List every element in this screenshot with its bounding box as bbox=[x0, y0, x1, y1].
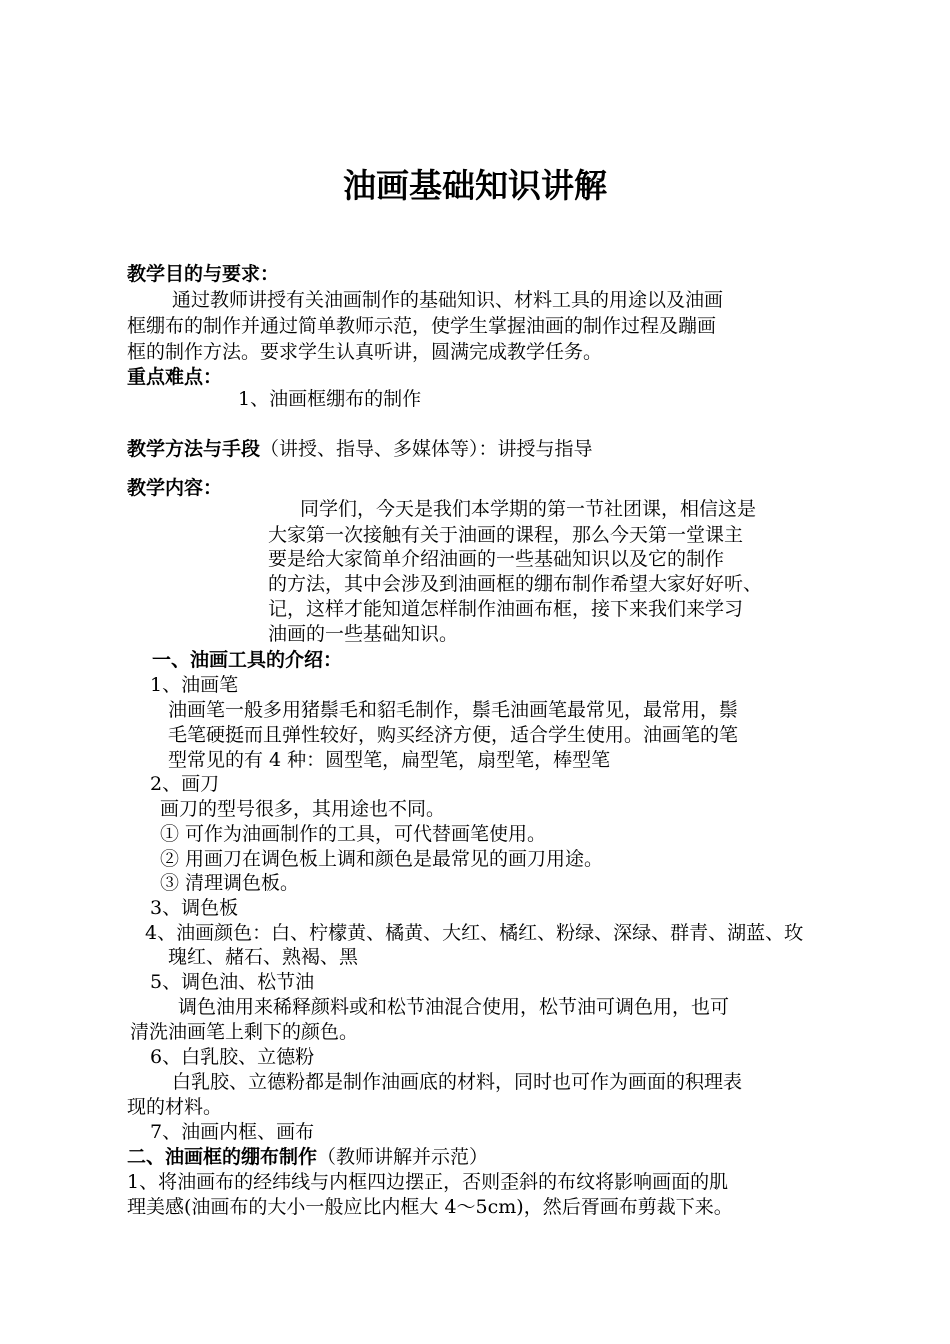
item-line: ③ 清理调色板。 bbox=[160, 872, 300, 894]
item-line: 油画笔一般多用猪鬃毛和貂毛制作，鬃毛油画笔最常见，最常用，鬃 bbox=[168, 699, 739, 721]
item-title: 7、油画内框、画布 bbox=[150, 1121, 315, 1143]
item-line: 画刀的型号很多，其用途也不同。 bbox=[160, 798, 446, 820]
intro-line: 记，这样才能知道怎样制作油画布框，接下来我们来学习 bbox=[268, 598, 744, 620]
methods-line bbox=[127, 436, 593, 462]
section2-note: （教师讲解并示范） bbox=[317, 1146, 489, 1168]
item-line: ② 用画刀在调色板上调和颜色是最常见的画刀用途。 bbox=[160, 848, 604, 870]
intro-line: 油画的一些基础知识。 bbox=[268, 623, 459, 645]
item-title: 1、油画笔 bbox=[150, 674, 239, 696]
methods-detail: （讲授、指导、多媒体等）：讲授与指导 bbox=[260, 438, 593, 460]
item-title: 3、调色板 bbox=[150, 897, 239, 919]
section2-line bbox=[127, 1144, 488, 1170]
objectives-line: 框的制作方法。要求学生认真听讲，圆满完成教学任务。 bbox=[127, 341, 603, 363]
section2-text: 理美感(油画布的大小一般应比内框大 4～5cm)，然后胥画布剪裁下来。 bbox=[127, 1196, 733, 1218]
item-line: 毛笔硬挺而且弹性较好，购买经济方便，适合学生使用。油画笔的笔 bbox=[168, 724, 739, 746]
item-line: 瑰红、赭石、熟褐、黑 bbox=[168, 946, 359, 968]
item-line: 调色油用来稀释颜料或和松节油混合使用，松节油可调色用，也可 bbox=[178, 996, 730, 1018]
section2-heading: 二、油画框的绷布制作 bbox=[127, 1146, 318, 1168]
intro-line: 同学们，今天是我们本学期的第一节社团课，相信这是 bbox=[300, 498, 757, 520]
item-line: ① 可作为油画制作的工具，可代替画笔使用。 bbox=[160, 823, 547, 845]
key-points-item: 1、油画框绷布的制作 bbox=[238, 388, 422, 410]
intro-line: 的方法，其中会涉及到油画框的绷布制作希望大家好好听、 bbox=[268, 573, 763, 595]
item-line: 清洗油画笔上剩下的颜色。 bbox=[130, 1021, 359, 1043]
item-title: 5、调色油、松节油 bbox=[150, 971, 315, 993]
intro-line: 大家第一次接触有关于油画的课程，那么今天第一堂课主 bbox=[268, 524, 744, 546]
objectives-heading: 教学目的与要求： bbox=[127, 263, 280, 285]
intro-line: 要是给大家简单介绍油画的一些基础知识以及它的制作 bbox=[268, 548, 725, 570]
item-title: 6、白乳胶、立德粉 bbox=[150, 1046, 315, 1068]
objectives-line: 通过教师讲授有关油画制作的基础知识、材料工具的用途以及油画 bbox=[172, 289, 724, 311]
content-heading: 教学内容： bbox=[127, 477, 223, 499]
item-line: 4、油画颜色：白、柠檬黄、橘黄、大红、橘红、粉绿、深绿、群青、湖蓝、玫 bbox=[145, 922, 804, 944]
key-points-heading: 重点难点： bbox=[127, 366, 223, 388]
item-line: 型常见的有 4 种：圆型笔，扁型笔，扇型笔，棒型笔 bbox=[168, 749, 611, 771]
item-line: 白乳胶、立德粉都是制作油画底的材料，同时也可作为画面的积理表 bbox=[172, 1071, 743, 1093]
section2-text: 1、将油画布的经纬线与内框四边摆正，否则歪斜的布纹将影响画面的肌 bbox=[127, 1171, 729, 1193]
item-line: 现的材料。 bbox=[127, 1096, 223, 1118]
item-title: 2、画刀 bbox=[150, 773, 220, 795]
methods-heading: 教学方法与手段 bbox=[127, 438, 261, 460]
section1-heading: 一、油画工具的介绍： bbox=[152, 649, 343, 671]
page-title: 油画基础知识讲解 bbox=[343, 166, 607, 205]
objectives-line: 框绷布的制作并通过简单教师示范，使学生掌握油画的制作过程及蹦画 bbox=[127, 315, 717, 337]
